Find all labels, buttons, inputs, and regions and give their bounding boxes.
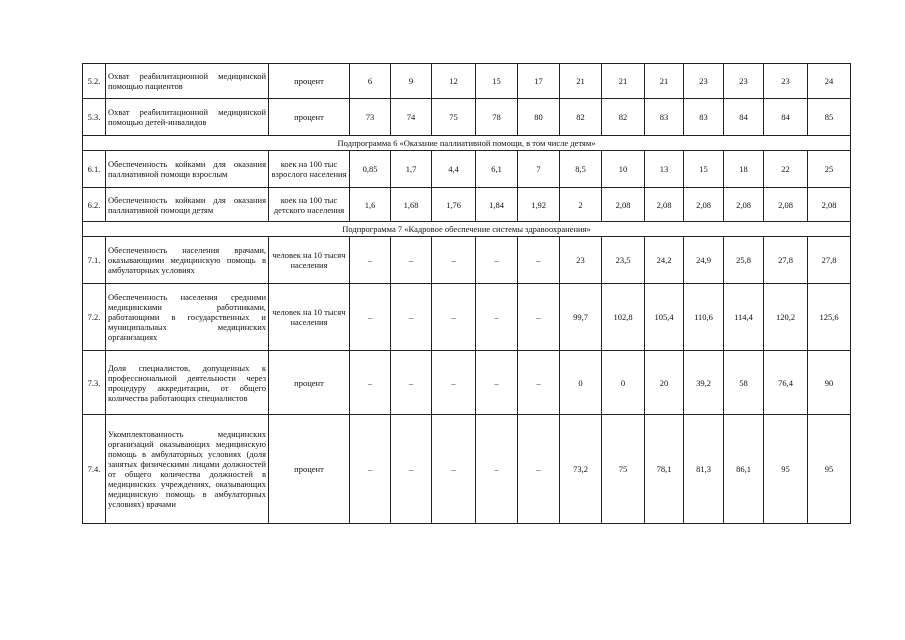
value-cell: 24,9: [684, 237, 724, 284]
value-cell: 1,68: [391, 188, 432, 222]
value-cell: 10: [602, 151, 645, 188]
value-cell: 15: [476, 64, 518, 99]
indicator-name: Охват реабилитационной медицинской помощью пациентов: [106, 64, 269, 99]
value-cell: 74: [391, 99, 432, 136]
value-cell: 75: [602, 415, 645, 524]
unit-cell: процент: [269, 415, 350, 524]
value-cell: 2: [560, 188, 602, 222]
row-number: 7.4.: [83, 415, 106, 524]
value-cell: 125,6: [808, 284, 851, 351]
value-cell: 84: [724, 99, 764, 136]
value-cell: –: [518, 284, 560, 351]
value-cell: –: [518, 351, 560, 415]
table-row: [83, 415, 851, 524]
value-cell: 73: [350, 99, 391, 136]
value-cell: 0: [602, 351, 645, 415]
value-cell: –: [350, 351, 391, 415]
value-cell: 95: [764, 415, 808, 524]
indicator-name: Доля специалистов, допущенных к профессиональной деятельности через процедуру аккредитации, от общего количества работающих специалистов: [106, 351, 269, 415]
value-cell: 78,1: [645, 415, 684, 524]
value-cell: 81,3: [684, 415, 724, 524]
subprogram-row: [83, 136, 851, 151]
value-cell: 78: [476, 99, 518, 136]
value-cell: 0,85: [350, 151, 391, 188]
value-cell: 23: [684, 64, 724, 99]
value-cell: 83: [645, 99, 684, 136]
value-cell: 95: [808, 415, 851, 524]
value-cell: 23,5: [602, 237, 645, 284]
table-row: [83, 284, 851, 351]
indicator-name: Укомплектованность медицинских организаций оказывающих медицинскую помощь в амбулаторных условиях (доля занятых физическими лицами должностей от общего количества должностей в медицинских учреждениях, оказывающих медицинскую помощь в амбулаторных условиях) врачами: [106, 415, 269, 524]
value-cell: 7: [518, 151, 560, 188]
subprogram-title: Подпрограмма 6 «Оказание паллиативной помощи, в том числе детям»: [83, 136, 851, 151]
unit-cell: процент: [269, 99, 350, 136]
value-cell: 102,8: [602, 284, 645, 351]
value-cell: 2,08: [764, 188, 808, 222]
value-cell: –: [432, 237, 476, 284]
value-cell: 13: [645, 151, 684, 188]
table-row: [83, 237, 851, 284]
value-cell: 1,92: [518, 188, 560, 222]
row-number: 5.2.: [83, 64, 106, 99]
value-cell: 9: [391, 64, 432, 99]
indicator-name: Обеспеченность койками для оказания паллиативной помощи детям: [106, 188, 269, 222]
value-cell: 20: [645, 351, 684, 415]
value-cell: 76,4: [764, 351, 808, 415]
value-cell: 2,08: [602, 188, 645, 222]
table-row: [83, 99, 851, 136]
value-cell: 2,08: [808, 188, 851, 222]
value-cell: 21: [602, 64, 645, 99]
indicators-table: [82, 63, 851, 524]
value-cell: 80: [518, 99, 560, 136]
indicator-name: Обеспеченность койками для оказания паллиативной помощи взрослым: [106, 151, 269, 188]
table-row: [83, 188, 851, 222]
value-cell: 1,76: [432, 188, 476, 222]
value-cell: 110,6: [684, 284, 724, 351]
value-cell: 18: [724, 151, 764, 188]
value-cell: 4,4: [432, 151, 476, 188]
indicator-name: Обеспеченность населения врачами, оказывающими медицинскую помощь в амбулаторных условиях: [106, 237, 269, 284]
value-cell: –: [391, 237, 432, 284]
value-cell: 6: [350, 64, 391, 99]
value-cell: 85: [808, 99, 851, 136]
value-cell: 25,8: [724, 237, 764, 284]
value-cell: 2,08: [684, 188, 724, 222]
value-cell: 75: [432, 99, 476, 136]
value-cell: 21: [645, 64, 684, 99]
value-cell: 23: [724, 64, 764, 99]
value-cell: –: [518, 415, 560, 524]
row-number: 7.1.: [83, 237, 106, 284]
value-cell: –: [518, 237, 560, 284]
unit-cell: коек на 100 тыс детского населения: [269, 188, 350, 222]
value-cell: –: [432, 415, 476, 524]
value-cell: 27,8: [808, 237, 851, 284]
value-cell: 17: [518, 64, 560, 99]
indicator-name: Обеспеченность населения средними медицинскими работниками, работающими в государственных и муниципальных медицинских организациях: [106, 284, 269, 351]
value-cell: 39,2: [684, 351, 724, 415]
value-cell: 114,4: [724, 284, 764, 351]
unit-cell: процент: [269, 351, 350, 415]
value-cell: 12: [432, 64, 476, 99]
row-number: 6.1.: [83, 151, 106, 188]
unit-cell: человек на 10 тысяч населения: [269, 284, 350, 351]
value-cell: 27,8: [764, 237, 808, 284]
row-number: 7.3.: [83, 351, 106, 415]
value-cell: –: [476, 284, 518, 351]
value-cell: 25: [808, 151, 851, 188]
value-cell: 86,1: [724, 415, 764, 524]
table-row: [83, 151, 851, 188]
subprogram-title: Подпрограмма 7 «Кадровое обеспечение системы здравоохранения»: [83, 222, 851, 237]
table-body: [83, 64, 851, 524]
value-cell: –: [476, 237, 518, 284]
value-cell: 2,08: [724, 188, 764, 222]
table-row: [83, 351, 851, 415]
value-cell: –: [432, 284, 476, 351]
value-cell: 23: [764, 64, 808, 99]
value-cell: 0: [560, 351, 602, 415]
value-cell: 24: [808, 64, 851, 99]
value-cell: 24,2: [645, 237, 684, 284]
value-cell: 82: [560, 99, 602, 136]
value-cell: 23: [560, 237, 602, 284]
value-cell: –: [391, 415, 432, 524]
value-cell: 21: [560, 64, 602, 99]
value-cell: –: [350, 284, 391, 351]
value-cell: 83: [684, 99, 724, 136]
value-cell: 84: [764, 99, 808, 136]
row-number: 5.3.: [83, 99, 106, 136]
value-cell: 73,2: [560, 415, 602, 524]
value-cell: 82: [602, 99, 645, 136]
value-cell: –: [432, 351, 476, 415]
value-cell: 22: [764, 151, 808, 188]
value-cell: –: [391, 284, 432, 351]
value-cell: 120,2: [764, 284, 808, 351]
value-cell: –: [476, 351, 518, 415]
value-cell: 8,5: [560, 151, 602, 188]
row-number: 7.2.: [83, 284, 106, 351]
value-cell: 15: [684, 151, 724, 188]
indicator-name: Охват реабилитационной медицинской помощью детей-инвалидов: [106, 99, 269, 136]
value-cell: 2,08: [645, 188, 684, 222]
unit-cell: процент: [269, 64, 350, 99]
value-cell: 58: [724, 351, 764, 415]
value-cell: 90: [808, 351, 851, 415]
value-cell: –: [391, 351, 432, 415]
value-cell: –: [350, 237, 391, 284]
unit-cell: коек на 100 тыс взрослого населения: [269, 151, 350, 188]
value-cell: –: [476, 415, 518, 524]
value-cell: 99,7: [560, 284, 602, 351]
value-cell: 1,6: [350, 188, 391, 222]
unit-cell: человек на 10 тысяч населения: [269, 237, 350, 284]
value-cell: 105,4: [645, 284, 684, 351]
value-cell: –: [350, 415, 391, 524]
subprogram-row: [83, 222, 851, 237]
value-cell: 1,7: [391, 151, 432, 188]
value-cell: 1,84: [476, 188, 518, 222]
table-row: [83, 64, 851, 99]
value-cell: 6,1: [476, 151, 518, 188]
row-number: 6.2.: [83, 188, 106, 222]
